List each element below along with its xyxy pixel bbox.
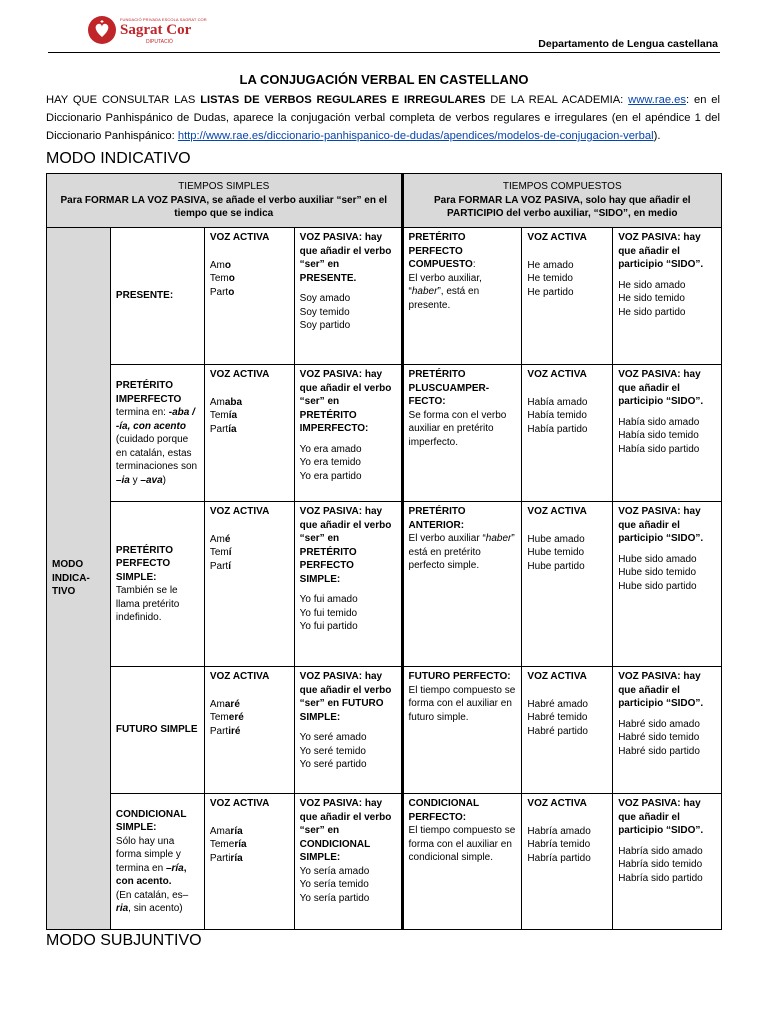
compound-tenses-header: TIEMPOS COMPUESTOS Para FORMAR LA VOZ PASIVA, solo hay que añadir el PARTICIPIO del verbo auxiliar, “SIDO”, en medio bbox=[402, 174, 721, 228]
active-voice-cell: VOZ ACTIVA Amaba Temía Partía bbox=[204, 365, 294, 502]
passive-voice-cell: VOZ PASIVA: hay que añadir el verbo “ser” en FUTURO SIMPLE: Yo seré amado Yo seré temido Yo seré partido bbox=[294, 667, 402, 794]
page-title: LA CONJUGACIÓN VERBAL EN CASTELLANO bbox=[239, 72, 529, 87]
verb-form: Parto bbox=[209, 286, 235, 298]
logo-emblem-icon bbox=[88, 16, 116, 44]
section-heading-subjuntivo: MODO SUBJUNTIVO bbox=[46, 932, 202, 949]
logo-small-text: FUNDACIÓ PRIVADA ESCOLA SAGRAT COR bbox=[120, 17, 207, 22]
conjugation-table bbox=[46, 173, 722, 930]
compound-passive-cell: VOZ PASIVA: hay que añadir el participio “SIDO”. Hube sido amado Hube sido temido Hube sido partido bbox=[613, 502, 722, 667]
rae-link[interactable]: www.rae.es bbox=[628, 94, 686, 106]
compound-tense-cell: CONDICIONAL PERFECTO: El tiempo compuesto se forma con el auxiliar en condicional simple. bbox=[402, 794, 522, 930]
compound-active-cell: VOZ ACTIVA He amado He temido He partido bbox=[522, 228, 613, 365]
tense-name: PRESENTE: bbox=[110, 228, 204, 365]
active-voice-cell: VOZ ACTIVA Amaría Temería Partiría bbox=[204, 794, 294, 930]
passive-voice-cell: VOZ PASIVA: hay que añadir el verbo “ser” en PRETÉRITO PERFECTO SIMPLE: Yo fui amado Yo fui temido Yo fui partido bbox=[294, 502, 402, 667]
table-row bbox=[47, 667, 722, 794]
table-header-row bbox=[47, 174, 722, 228]
compound-active-cell: VOZ ACTIVA Habría amado Habría temido Habría partido bbox=[522, 794, 613, 930]
compound-tense-cell: PRETÉRITO PLUSCUAMPER-FECTO: Se forma con el verbo auxiliar en pretérito imperfecto. bbox=[402, 365, 522, 502]
active-voice-cell: VOZ ACTIVA Amo Temo Parto bbox=[204, 228, 294, 365]
compound-tense-cell: FUTURO PERFECTO: El tiempo compuesto se forma con el auxiliar en futuro simple. bbox=[402, 667, 522, 794]
compound-active-cell: VOZ ACTIVA Hube amado Hube temido Hube partido bbox=[522, 502, 613, 667]
compound-active-cell: VOZ ACTIVA Había amado Había temido Había partido bbox=[522, 365, 613, 502]
active-voice-cell: VOZ ACTIVA Amaré Temeré Partiré bbox=[204, 667, 294, 794]
table-row bbox=[47, 502, 722, 667]
compound-passive-cell: VOZ PASIVA: hay que añadir el participio “SIDO”. He sido amado He sido temido He sido partido bbox=[613, 228, 722, 365]
tense-name: PRETÉRITO PERFECTO SIMPLE: También se le llama pretérito indefinido. bbox=[110, 502, 204, 667]
passive-voice-cell: VOZ PASIVA: hay que añadir el verbo “ser” en PRESENTE. Soy amado Soy temido Soy partido bbox=[294, 228, 402, 365]
compound-passive-cell: VOZ PASIVA: hay que añadir el participio “SIDO”. Habré sido amado Habré sido temido Habré sido partido bbox=[613, 667, 722, 794]
verb-form: Amo bbox=[209, 259, 231, 271]
tense-name: FUTURO SIMPLE bbox=[110, 667, 204, 794]
compound-tense-cell: PRETÉRITO ANTERIOR: El verbo auxiliar “haber” está en pretérito perfecto simple. bbox=[402, 502, 522, 667]
section-heading-indicativo: MODO INDICATIVO bbox=[46, 150, 191, 167]
intro-paragraph: HAY QUE CONSULTAR LAS LISTAS DE VERBOS REGULARES E IRREGULARES DE LA REAL ACADEMIA: www.rae.es: en el Diccionario Panhispánico de Dudas, aparece la conjugación verbal completa de verbos regulares e irregulares (en el apéndice 1 del Diccionario Panhispánico: http://www.rae.es/diccionario-panhispanico-de-dudas/apendices/modelos-de-conjugacion-verbal). bbox=[46, 94, 720, 142]
passive-voice-cell: VOZ PASIVA: hay que añadir el verbo “ser” en CONDICIONAL SIMPLE: Yo sería amado Yo sería temido Yo sería partido bbox=[294, 794, 402, 930]
conjugation-models-link[interactable]: http://www.rae.es/diccionario-panhispanico-de-dudas/apendices/modelos-de-conjugacion-verbal bbox=[177, 130, 654, 142]
department-label: Departamento de Lengua castellana bbox=[538, 38, 718, 50]
compound-active-cell: VOZ ACTIVA Habré amado Habré temido Habré partido bbox=[522, 667, 613, 794]
school-logo bbox=[88, 14, 218, 46]
simple-tenses-header: TIEMPOS SIMPLES Para FORMAR LA VOZ PASIVA, se añade el verbo auxiliar “ser” en el tiempo que se indica bbox=[47, 174, 403, 228]
compound-passive-cell: VOZ PASIVA: hay que añadir el participio “SIDO”. Había sido amado Había sido temido Había sido partido bbox=[613, 365, 722, 502]
tense-name: CONDICIONAL SIMPLE: Sólo hay una forma simple y termina en –ría, con acento. (En catalán, es–ria, sin acento) bbox=[110, 794, 204, 930]
logo-sub-text: DIPUTACIÓ bbox=[146, 39, 173, 45]
table-row bbox=[47, 228, 722, 365]
compound-passive-cell: VOZ PASIVA: hay que añadir el participio “SIDO”. Habría sido amado Habría sido temido Habría sido partido bbox=[613, 794, 722, 930]
header-divider bbox=[48, 52, 720, 53]
table-row bbox=[47, 794, 722, 930]
logo-main-text: Sagrat Cor bbox=[120, 22, 192, 38]
active-voice-cell: VOZ ACTIVA Amé Temí Partí bbox=[204, 502, 294, 667]
compound-tense-cell: PRETÉRITO PERFECTO COMPUESTO: El verbo auxiliar, “haber”, está en presente. bbox=[402, 228, 522, 365]
verb-form: Temo bbox=[209, 273, 235, 284]
tense-name: PRETÉRITO IMPERFECTO termina en: -aba / -ía, con acento (cuidado porque en catalán, estas terminaciones son –ia y –ava) bbox=[110, 365, 204, 502]
passive-voice-cell: VOZ PASIVA: hay que añadir el verbo “ser” en PRETÉRITO IMPERFECTO: Yo era amado Yo era temido Yo era partido bbox=[294, 365, 402, 502]
modo-indicativo-cell: MODO INDICA- TIVO bbox=[47, 228, 111, 930]
table-row bbox=[47, 365, 722, 502]
